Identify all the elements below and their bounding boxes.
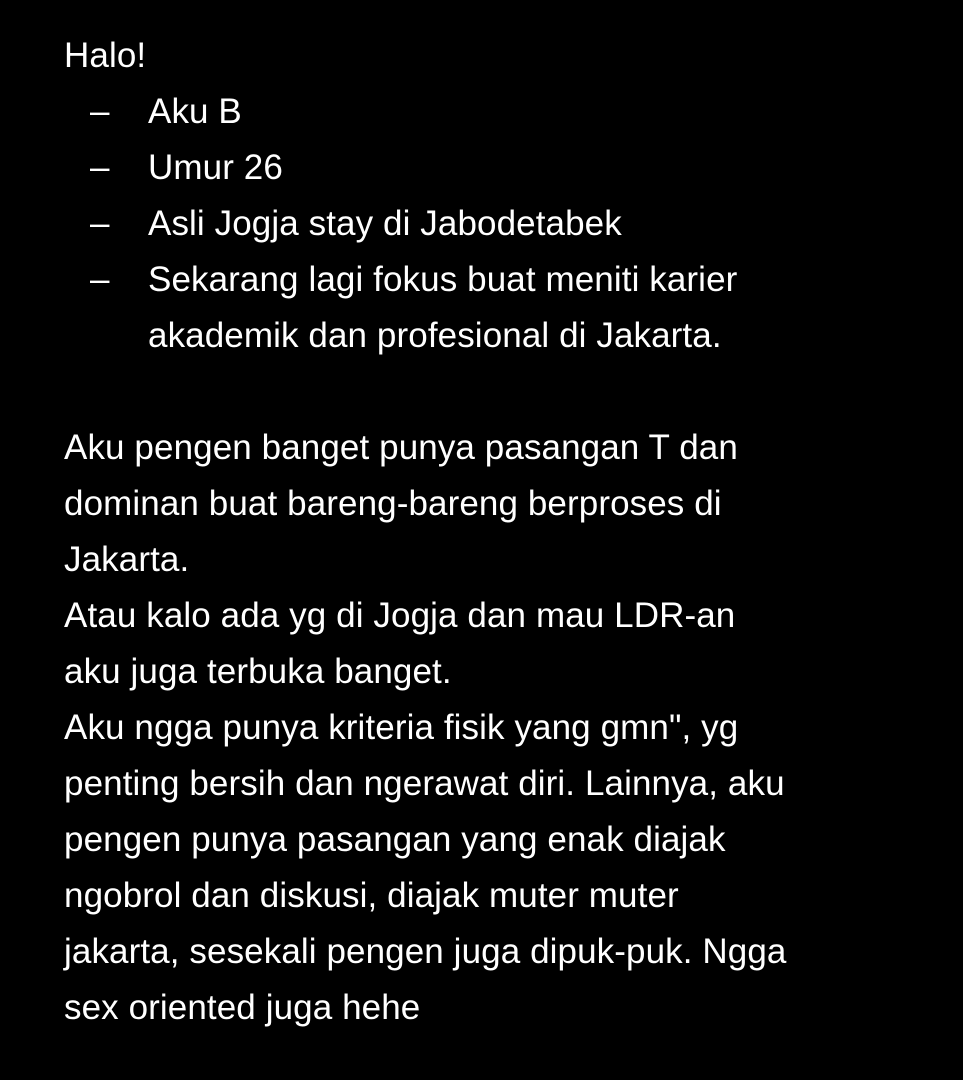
bullet-item-name — [64, 84, 944, 140]
bullet-text: Sekarang lagi fokus buat meniti karier — [148, 260, 738, 299]
body-line: Aku ngga punya kriteria fisik yang gmn", yg — [64, 708, 739, 747]
bullet-text: Aku B — [148, 92, 242, 131]
bullet-dash: – — [90, 92, 110, 131]
bullet-dash: – — [90, 260, 110, 299]
body-line: ngobrol dan diskusi, diajak muter muter — [64, 876, 679, 915]
body-line: Aku pengen banget punya pasangan T dan — [64, 428, 738, 467]
bullet-dash: – — [90, 148, 110, 187]
blank-line — [64, 364, 944, 420]
body-line: Atau kalo ada yg di Jogja dan mau LDR-an — [64, 596, 736, 635]
bullet-text-continued: akademik dan profesional di Jakarta. — [148, 316, 722, 355]
intro-bullet-list — [64, 84, 944, 364]
bullet-text: Asli Jogja stay di Jabodetabek — [148, 204, 622, 243]
body-line: Jakarta. — [64, 540, 190, 579]
body-line: sex oriented juga hehe — [64, 988, 421, 1027]
top-edge — [0, 0, 963, 6]
body-line: penting bersih dan ngerawat diri. Lainnya, aku — [64, 764, 785, 803]
bullet-item-origin — [64, 196, 944, 252]
bullet-item-focus — [64, 252, 944, 364]
body-line: jakarta, sesekali pengen juga dipuk-puk. Ngga — [64, 932, 787, 971]
body-line: dominan buat bareng-bareng berproses di — [64, 484, 722, 523]
note-body[interactable] — [64, 28, 944, 1036]
bullet-text: Umur 26 — [148, 148, 283, 187]
greeting-line: Halo! — [64, 36, 147, 75]
bullet-dash: – — [90, 204, 110, 243]
body-line: pengen punya pasangan yang enak diajak — [64, 820, 726, 859]
bullet-item-age — [64, 140, 944, 196]
body-line: aku juga terbuka banget. — [64, 652, 452, 691]
